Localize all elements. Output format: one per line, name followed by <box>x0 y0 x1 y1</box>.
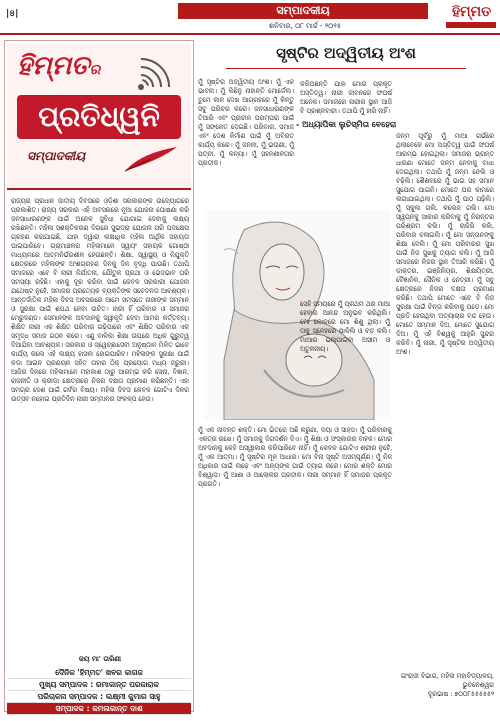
credit-row-editor: ସମ୍ପାଦକ : କମଳାକାନ୍ତ ଦାଶ <box>7 703 191 715</box>
article-header <box>196 38 496 74</box>
author-phone: ଦୂରଭାଷ : ୭୦୦୮୫୫୫୫୫୨ <box>427 690 494 698</box>
banner-subtitle: ସମ୍ପାଦକୀୟ <box>27 149 86 163</box>
issue-date: ଶନିବାର, ୦୮ ମାର୍ଚ୍ଚ - ୨୦୨୫ <box>268 22 342 30</box>
credit-row: ପରିଚାଳନା ସମ୍ପାଦକ : ଲକ୍ଷ୍ମୀ କୁମାର ସାହୁ <box>7 691 191 703</box>
credit-row: ଦୈନିକ 'ହିମ୍ମତ' ଖବର କାଗଜ <box>7 667 191 679</box>
credits-box <box>7 667 191 721</box>
banner-title-1: ହିମ୍ମତର <box>17 51 101 81</box>
editorial-signoff: ଜୟ ମା' ତାରିଣୀ <box>78 655 122 663</box>
title-underline <box>226 68 466 69</box>
signal-waves-icon <box>133 57 183 97</box>
article-title: ସୃଷ୍ଟିର ଅଦ୍ୱିତୀୟ ଅଂଶ <box>276 44 416 62</box>
author-affiliation <box>396 672 494 699</box>
editorial-column <box>4 40 194 712</box>
editorial-body: ରାଜ୍ୟର ପ୍ରଧାନ ଜାତୀୟ ଦିବସରେ ଓଡ଼ିଶା ସରକାରଙ୍କ ଉଦ୍ୟୋଗରେ ପ୍ରକାଶିତ। ରାଜ୍ୟ ସରକାର ଏହି ଅବସରରେ ନୂଆ ଯୋଜନା ଘୋଷଣା କରି ଜନସାଧାରଣଙ୍କ ପାଇଁ ଅନେକ ସୁବିଧା ଯୋଗାଇ ଦେବାକୁ ଲକ୍ଷ୍ୟ ରଖିଛନ୍ତି। ମହିଳା ସଶକ୍ତିକରଣ ଦିଗରେ ସୁଭଦ୍ରା ଯୋଜନା ପରି ପଦକ୍ଷେପ ଗ୍ରହଣ କରାଯାଇଛି, ଯାହା ଦ୍ୱାରା ଲକ୍ଷାଧିକ ମହିଳା ଆର୍ଥିକ ସହାୟତା ପାଇପାରିବେ। ଗ୍ରାମାଞ୍ଚଳର ମହିଳାମାନେ ସ୍ୱୟଂ ସହାୟକ ଗୋଷ୍ଠୀ ମାଧ୍ୟମରେ ଆତ୍ମନିର୍ଭରଶୀଳ ହେଉଛନ୍ତି। ଶିକ୍ଷା, ସ୍ୱାସ୍ଥ୍ୟ ଓ ନିଯୁକ୍ତି କ୍ଷେତ୍ରରେ ମହିଳାଙ୍କ ଅଂଶଗ୍ରହଣ ଦିନକୁ ଦିନ ବୃଦ୍ଧି ପାଉଛି। ତଥାପି ସମାଜରେ ଏବେ ବି ନାରୀ ନିର୍ଯାତନା, ଯୌତୁକ ପ୍ରଥା ଓ ଭେଦଭାବ ପରି ସମସ୍ୟା ରହିଛି। ଏହାକୁ ଦୂର କରିବା ପାଇଁ କେବଳ ସରକାରୀ ଯୋଜନା ଯଥେଷ୍ଟ ନୁହେଁ, ସମାଜର ପ୍ରତ୍ୟେକ ବ୍ୟକ୍ତିଙ୍କ ସଚେତନତା ଆବଶ୍ୟକ। ଆନ୍ତର୍ଜାତିକ ମହିଳା ଦିବସ ଅବସରରେ ଆମେ ସମସ୍ତେ ନାରୀଙ୍କ ସମ୍ମାନ ଓ ସୁରକ୍ଷା ପାଇଁ ଶପଥ ନେବା ଉଚିତ। ନାରୀ ହିଁ ପରିବାର ଓ ସମାଜର ମେରୁଦଣ୍ଡ। ସେମାନଙ୍କ ଅବଦାନକୁ ସ୍ୱୀକୃତି ଦେବା ଆମର କର୍ତ୍ତବ୍ୟ। ଶିକ୍ଷିତ ନାରୀ ଏକ ଶିକ୍ଷିତ ପରିବାର ଗଢ଼ିପାରେ ଏବଂ ଶିକ୍ଷିତ ପରିବାର ଏକ ସମୃଦ୍ଧ ସମାଜ ଗଠନ କରେ। ଏଣୁ ବାଳିକା ଶିକ୍ଷା ଉପରେ ଅଧିକ ଗୁରୁତ୍ୱ ଦିଆଯିବା ଆବଶ୍ୟକ। ସରକାର ଓ ସ୍ୱେଚ୍ଛାସେବୀ ଅନୁଷ୍ଠାନ ମିଳିତ ଭାବେ କାର୍ଯ୍ୟ କଲେ ଏହି ଲକ୍ଷ୍ୟ ହାସଲ ହୋଇପାରିବ। ମହିଳାଙ୍କ ସୁରକ୍ଷା ପାଇଁ କଡ଼ା ଆଇନ ପ୍ରଣୟନ ସହିତ ତାହାର ଠିକ୍ ପ୍ରୟୋଗ ମଧ୍ୟ ଜରୁରୀ। ଆଜିର ଦିନରେ ମହିଳାମାନେ ମହାକାଶ ଠାରୁ ଆରମ୍ଭ କରି ସେନା, ବିଜ୍ଞାନ, ରାଜନୀତି ଓ କ୍ରୀଡ଼ା କ୍ଷେତ୍ରରେ ନିଜର ଦକ୍ଷତା ପ୍ରମାଣ କରିଛନ୍ତି। ଏହା ସମଗ୍ର ଦେଶ ପାଇଁ ଗର୍ବର ବିଷୟ। ମହିଳା ଦିବସ କେବଳ ଗୋଟିଏ ଦିନର ଉତ୍ସବ ନହୋଇ ପ୍ରତିଦିନ ନାରୀ ସମ୍ମାନର ସଂକଳ୍ପ ହେଉ। <box>11 197 189 403</box>
page-header <box>0 0 500 36</box>
quill-pen-icon <box>121 145 181 175</box>
credit-row: ମୁଖ୍ୟ ସମ୍ପାଦକ : ରମାକାନ୍ତ ପରଜାରାକ <box>7 679 191 691</box>
article-column-2-side: ସେହି ସମୟରେ ମୁଁ ପ୍ରଥମ ଥର ମାଆ ହେବାର ଆନନ୍ଦ ଅନୁଭବ କରିଥିଲି। ମୋ କୋଳରେ ମୋ ଶିଶୁ ଥିଲା। ମୁଁ ତାକୁ ସ୍ନେହରେ ପାଳିଲି ଓ ବଡ଼ କଲି। ମାଆର ଭଲପାଇବା ଅସୀମ ଓ ଅତୁଳନୀୟ। <box>300 300 390 353</box>
logo-underline <box>446 22 496 28</box>
article-author: - ଅଧ୍ୟାପିକା ଲୁଚିସ୍ମିତା ବେହେରା <box>296 120 397 129</box>
article-column-1-bottom: ମୁଁ ଏକ ଜୀବନ୍ତ ଶକ୍ତି। ମୋ ଭିତରେ ଅଛି କରୁଣା, ଦୟା ଓ ସାହସ। ମୁଁ ପରିବାରକୁ ଏକତ୍ର ରଖେ। ମୁଁ ସମାଜକୁ ଦିଗଦର୍ଶନ ଦିଏ। ମୁଁ ଶିକ୍ଷା ଓ ସଂସ୍କାରର ବାହକ। ମୋର ଅବଦାନକୁ କେହି ଅସ୍ୱୀକାର କରିପାରିବେ ନାହିଁ। ମୁଁ କେବଳ ଗୋଟିଏ ଶରୀର ନୁହେଁ, ମୁଁ ଏକ ଆତ୍ମା। ମୁଁ ସୃଷ୍ଟିର ମୂଳ ଆଧାର। ମୋ ବିନା ସୃଷ୍ଟି ଅସମ୍ପୂର୍ଣ୍ଣ। ମୁଁ ନିଜ ଅଧିକାର ପାଇଁ ଲଢ଼େ ଏବଂ ଅନ୍ୟଙ୍କ ପାଇଁ ତ୍ୟାଗ କରେ। ମୋର ଶକ୍ତି ମୋର ବିଶ୍ୱାସ। ମୁଁ ଆଶା ଓ ଆଲୋକର ପ୍ରତୀକ। ନାରୀ ସମ୍ମାନ ହିଁ ସମାଜର ପ୍ରକୃତ ପ୍ରଗତି। <box>198 426 392 488</box>
section-title: ସମ୍ପାଦକୀୟ <box>178 3 428 19</box>
page-number: |৪| <box>6 9 19 19</box>
column-banner <box>7 43 191 190</box>
article-column-2: କରିଅଛନ୍ତି ଯାହା ମୋର ପ୍ରକୃତ ଅସ୍ତିତ୍ୱ। ନାରୀ ଜୀବନରେ ସଂଘର୍ଷ ଅନେକ। ସମାଜରେ ନାରୀର ସ୍ଥାନ ଆଜି ବି ପ୍ରଶ୍ନବାଚୀ। ତଥାପି ମୁଁ ହାରି ନାହିଁ। <box>300 80 392 115</box>
article-column-1: ମୁଁ ସୃଷ୍ଟିର ଅଦ୍ୱିତୀୟ ଅଂଶ। ମୁଁ ଏକ ଭାବନା। ମୁଁ କିଛିନୁ ନାହାନ୍ତି ମୋର୍ଡେଲ। ତୁମେ କାଳ ଦେଖ ଆଗ୍ରହରେ ମୁଁ କିନ୍ତୁ ସବୁ ପରିଚର କରେ। ଜନସାଧାରଣଙ୍କ ତିଆରି ଏବଂ ପ୍ରାଚୀନ ପରମ୍ପରା ପାଇଁ ମୁଁ ସଙ୍କେତ ଦେଇଛି। ପରିବାର, ସମାଜ ଏବଂ ଦେଶ ନିର୍ମାଣ ପାଇଁ ମୁଁ ଅବିରତ କାର୍ଯ୍ୟ କରେ। ମୁଁ ଜନନୀ, ମୁଁ ଭଉଣୀ, ମୁଁ ପତ୍ନୀ, ମୁଁ କନ୍ୟା। ମୁଁ ସହନଶୀଳତାର ପ୍ରତୀକ। <box>198 78 294 167</box>
banner-title-2: ପ୍ରତିଧ୍ୱନି <box>17 95 181 139</box>
masthead-logo: ହିମ୍ମତ <box>452 4 492 20</box>
header-divider <box>0 33 500 35</box>
article-column-3: ଜନ୍ମ ପୂର୍ବରୁ ମୁଁ ମାଆ ଗର୍ଭରେ ଥିଲାବେଳେ ମୋ ଅସ୍ତିତ୍ୱ ପାଇଁ ସଂଘର୍ଷ ଆରମ୍ଭ ହୋଇଥିଲା। ସମାଜର ଭ୍ରାନ୍ତ ଧାରଣା ମୋତେ ଜନ୍ମ ନେବାକୁ ବାଧା ଦେଇଥିଲା। ତଥାପି ମୁଁ ଜନ୍ମ ନେଲି ଓ ବଢ଼ିଲି। ଶୈଶବରେ ମୁଁ ଭାଇ ସହ ସମାନ ସୁଯୋଗ ପାଇନି। ମୋତେ ଘର କାମରେ ଲଗାଯାଇଥିଲା। ତଥାପି ମୁଁ ପାଠ ପଢ଼ିଲି। ମୁଁ ସ୍କୁଲ ଗଲି, କଲେଜ ଗଲି। ମୋ ସ୍ୱପ୍ନକୁ ସାକାର କରିବାକୁ ମୁଁ ନିରନ୍ତର ପରିଶ୍ରମ କଲି। ମୁଁ ଚାକିରି କଲି, ପରିବାର ଚଳାଇଲି। ମୁଁ ମୋ ସନ୍ତାନଙ୍କୁ ଶିକ୍ଷା ଦେଲି। ମୁଁ ମୋ ପରିବାରର ସୁଖ ପାଇଁ ନିଜ ସୁଖକୁ ତ୍ୟାଗ କଲି। ମୁଁ ଆଜି ସମାଜରେ ନିଜର ସ୍ଥାନ ତିଆରି କରିଛି। ମୁଁ ଡାକ୍ତର, ଇଞ୍ଜିନିୟର, ଶିକ୍ଷୟିତ୍ରୀ, ବୈଜ୍ଞାନିକ, ସୈନିକ ଓ ନେତ୍ରୀ। ମୁଁ ସବୁ କ୍ଷେତ୍ରରେ ନିଜର ଦକ୍ଷତା ପ୍ରମାଣ କରିଛି। ତଥାପି ମୋତେ ଏବେ ବି ନିଜ ସୁରକ୍ଷା ପାଇଁ ଚିନ୍ତା କରିବାକୁ ପଡ଼େ। ମୋ ପ୍ରତି ହେଉଥିବା ଅତ୍ୟାଚାର ବନ୍ଦ ହେଉ। ମୋତେ ସମ୍ମାନ ଦିଅ, ମୋତେ ସୁଯୋଗ ଦିଅ। ମୁଁ ଏହି ବିଶ୍ୱକୁ ଆହୁରି ସୁନ୍ଦର କରିବି। ମୁଁ ନାରୀ, ମୁଁ ସୃଷ୍ଟିର ଅଦ୍ୱିତୀୟ ଅଂଶ। <box>396 132 494 356</box>
author-institution: ଇଂରାଜୀ ବିଭାଗ, ମହିଳା ମହାବିଦ୍ୟାଳୟ, ଭୁବନେଶ୍ୱର <box>400 672 494 689</box>
